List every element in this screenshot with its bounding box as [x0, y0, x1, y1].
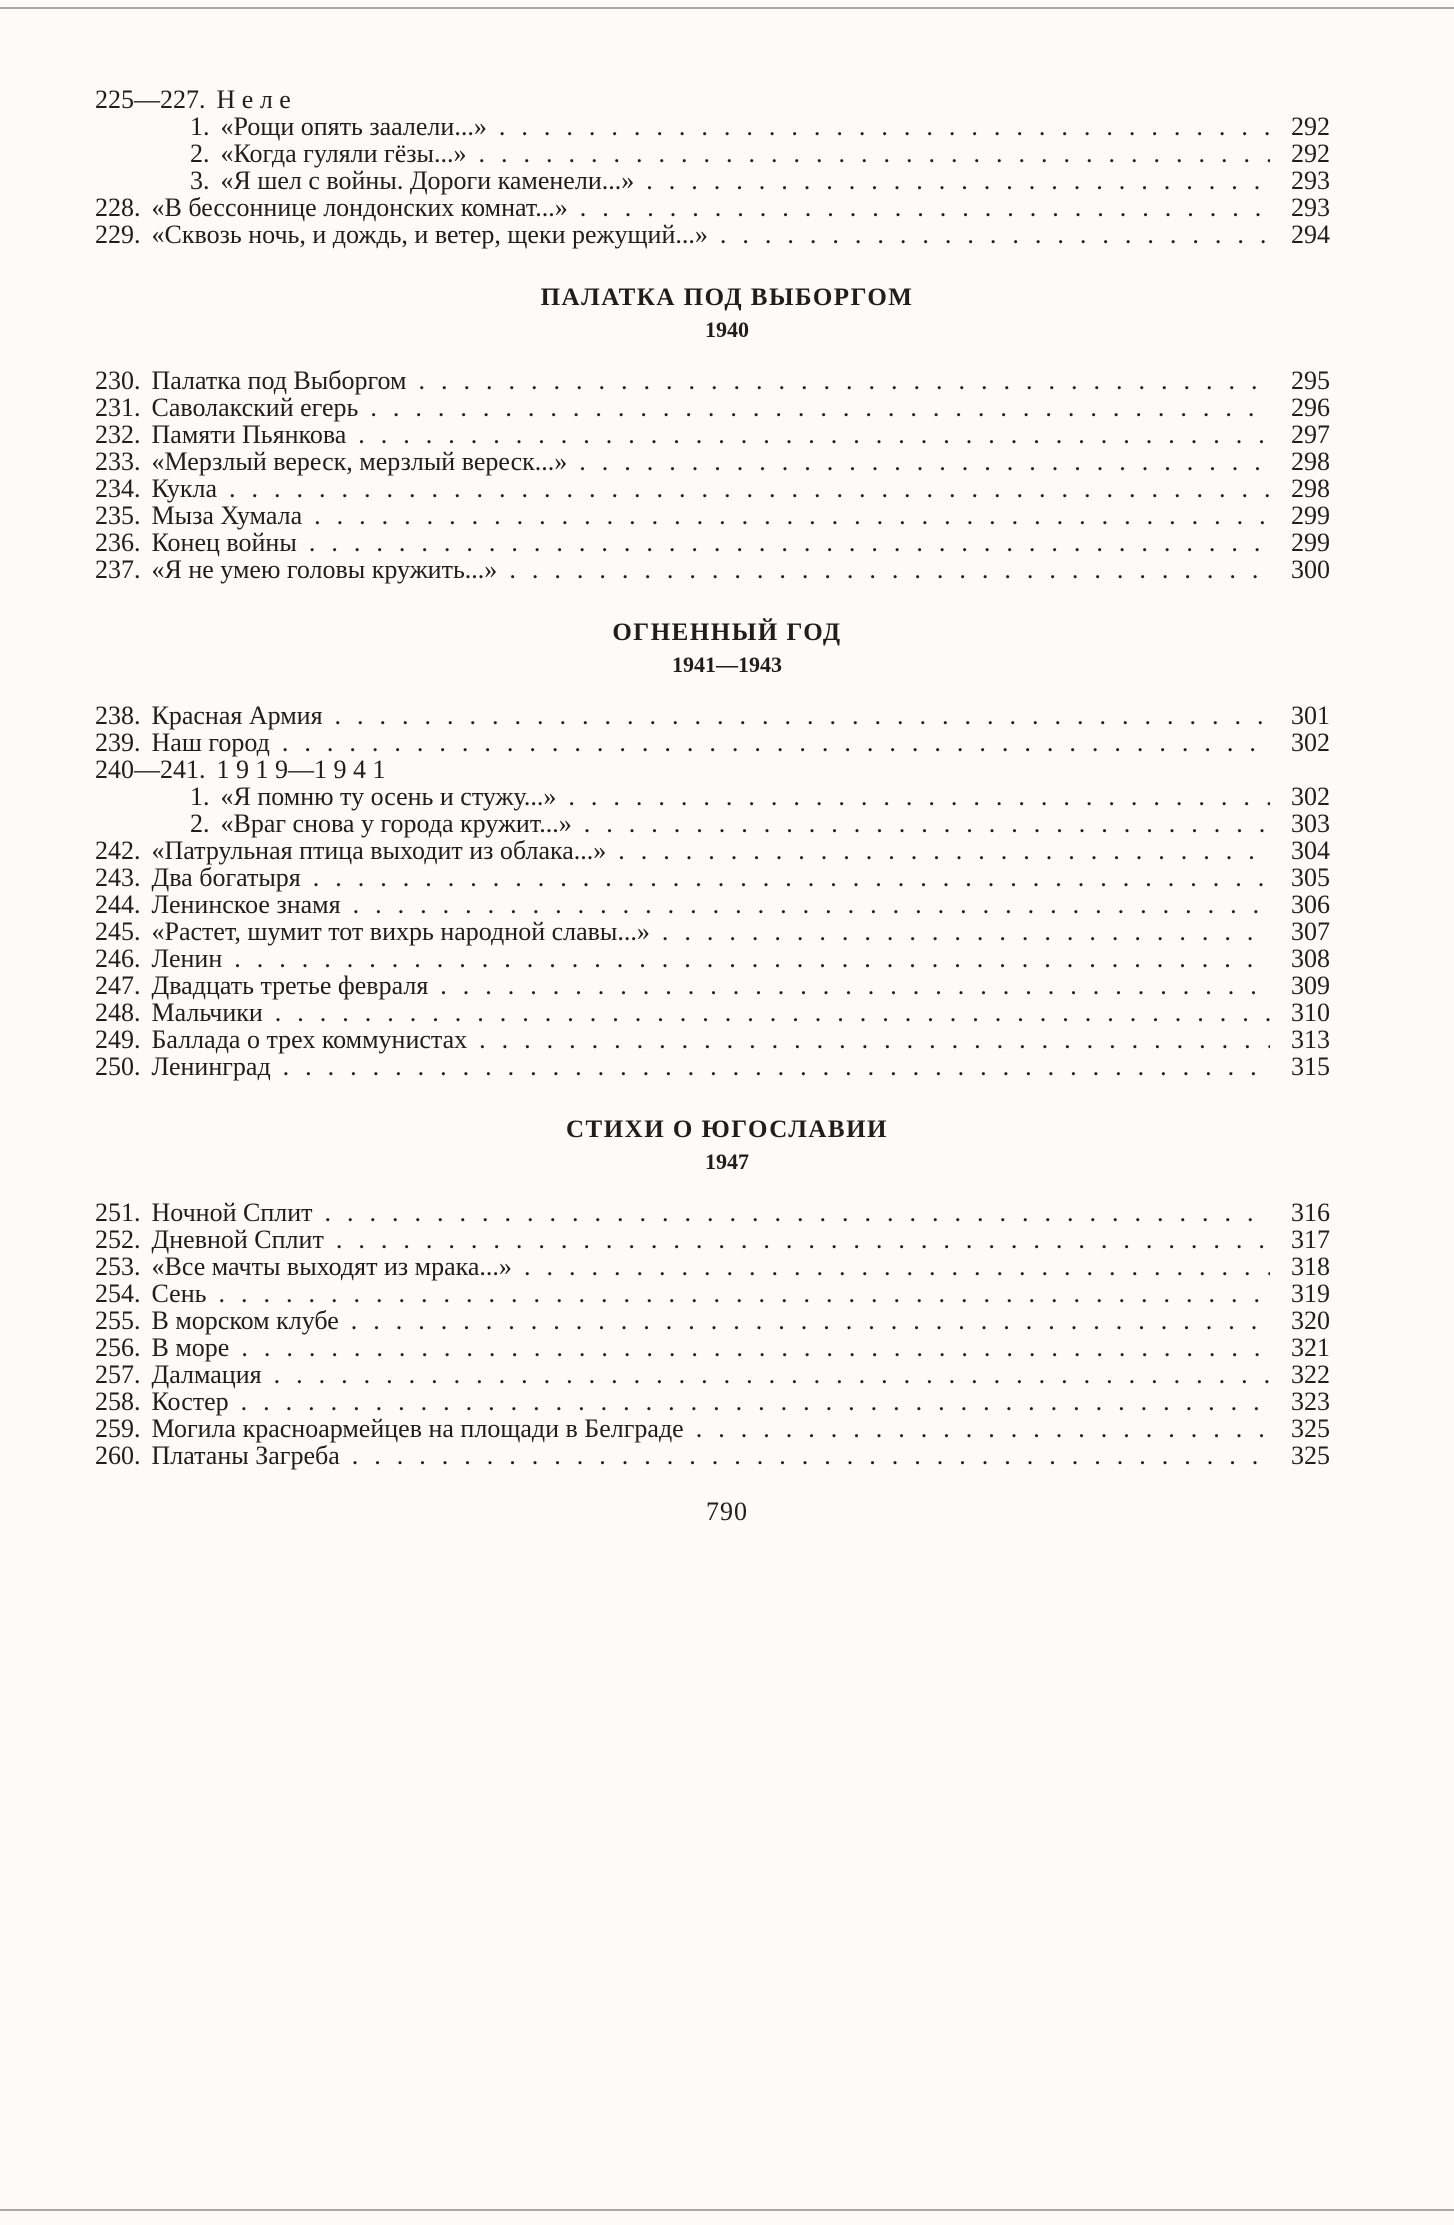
toc-entry — [95, 529, 1330, 556]
toc-entry — [95, 1334, 1330, 1361]
dot-leader — [580, 194, 1270, 221]
entry-page: 293 — [1291, 193, 1330, 222]
entry-number: 228. — [95, 193, 141, 222]
entry-number: 240—241. — [95, 755, 206, 784]
entry-number: 255. — [95, 1306, 141, 1335]
toc-entry — [95, 1307, 1330, 1334]
toc-entry — [95, 1280, 1330, 1307]
section-year: 1947 — [705, 1149, 749, 1174]
entry-title: «Растет, шумит тот вихрь народной славы...» — [151, 917, 650, 946]
entry-title: 1 9 1 9—1 9 4 1 — [216, 755, 386, 784]
dot-leader — [478, 140, 1270, 167]
toc-entry — [95, 1442, 1330, 1469]
dot-leader — [325, 1199, 1270, 1226]
entry-number: 258. — [95, 1387, 141, 1416]
entry-page: 316 — [1291, 1198, 1330, 1227]
entry-page: 317 — [1291, 1225, 1330, 1254]
entry-number: 1. — [190, 112, 210, 141]
entry-title: Мальчики — [151, 998, 263, 1027]
toc-entry — [95, 783, 1330, 810]
toc-entry — [95, 1415, 1330, 1442]
entry-number: 242. — [95, 836, 141, 865]
toc-entry — [95, 194, 1330, 221]
dot-leader — [568, 783, 1270, 810]
entry-title: Н е л е — [216, 85, 291, 114]
entry-page: 296 — [1291, 393, 1330, 422]
entry-title: В морском клубе — [151, 1306, 339, 1335]
entry-number: 249. — [95, 1025, 141, 1054]
toc-entry — [95, 702, 1330, 729]
entry-page: 292 — [1291, 139, 1330, 168]
entry-page: 315 — [1291, 1052, 1330, 1081]
entry-page: 319 — [1291, 1279, 1330, 1308]
entry-title: Красная Армия — [151, 701, 323, 730]
entry-title: «Я помню ту осень и стужу...» — [220, 782, 557, 811]
entry-title: Баллада о трех коммунистах — [151, 1025, 468, 1054]
entry-title: Кукла — [151, 474, 218, 503]
entry-title: «Сквозь ночь, и дождь, и ветер, щеки режущий...» — [151, 220, 708, 249]
toc-entry — [95, 1226, 1330, 1253]
entry-number: 225—227. — [95, 85, 206, 114]
entry-number: 243. — [95, 863, 141, 892]
section-heading: ПАЛАТКА ПОД ВЫБОРГОМ — [540, 284, 914, 311]
entry-page: 299 — [1291, 501, 1330, 530]
entry-title: «Враг снова у города кружит...» — [220, 809, 572, 838]
entry-number: 234. — [95, 474, 141, 503]
dot-leader — [524, 1253, 1270, 1280]
entry-number: 252. — [95, 1225, 141, 1254]
entry-title: Наш город — [151, 728, 270, 757]
entry-number: 254. — [95, 1279, 141, 1308]
toc-entry — [95, 837, 1330, 864]
toc-entry — [95, 918, 1330, 945]
entry-number: 247. — [95, 971, 141, 1000]
toc-section — [95, 86, 1330, 248]
entry-number: 230. — [95, 366, 141, 395]
dot-leader — [234, 945, 1270, 972]
entry-number: 257. — [95, 1360, 141, 1389]
entry-number: 248. — [95, 998, 141, 1027]
dot-leader — [335, 702, 1270, 729]
entry-number: 2. — [190, 809, 210, 838]
toc-section — [95, 282, 1330, 583]
dot-leader — [282, 729, 1270, 756]
dot-leader — [313, 864, 1270, 891]
entry-number: 236. — [95, 528, 141, 557]
entry-title: В море — [151, 1333, 230, 1362]
dot-leader — [218, 1280, 1270, 1307]
entry-title: Палатка под Выборгом — [151, 366, 407, 395]
entry-page: 306 — [1291, 890, 1330, 919]
entry-title: «Я не умею головы кружить...» — [151, 555, 498, 584]
toc-entry — [95, 1388, 1330, 1415]
toc-entry — [95, 140, 1330, 167]
toc-section — [95, 617, 1330, 1080]
toc-entry — [95, 167, 1330, 194]
toc-section — [95, 1114, 1330, 1469]
toc-entry — [95, 421, 1330, 448]
entry-title: «Все мачты выходят из мрака...» — [151, 1252, 512, 1281]
entry-page: 307 — [1291, 917, 1330, 946]
entry-page: 302 — [1291, 782, 1330, 811]
entry-page: 322 — [1291, 1360, 1330, 1389]
dot-leader — [720, 221, 1270, 248]
toc-entry — [95, 394, 1330, 421]
entry-page: 298 — [1291, 474, 1330, 503]
dot-leader — [283, 1053, 1270, 1080]
page-number: 790 — [706, 1497, 748, 1526]
entry-number: 239. — [95, 728, 141, 757]
dot-leader — [351, 1307, 1270, 1334]
entry-title: «Когда гуляли гёзы...» — [220, 139, 467, 168]
entry-page: 309 — [1291, 971, 1330, 1000]
entry-page: 310 — [1291, 998, 1330, 1027]
dot-leader — [479, 1026, 1270, 1053]
dot-leader — [579, 448, 1270, 475]
entry-number: 251. — [95, 1198, 141, 1227]
entry-title: «Рощи опять заалели...» — [220, 112, 487, 141]
section-heading: ОГНЕННЫЙ ГОД — [612, 619, 842, 646]
entry-number: 233. — [95, 447, 141, 476]
entry-page: 325 — [1291, 1414, 1330, 1443]
entry-number: 246. — [95, 944, 141, 973]
entry-number: 245. — [95, 917, 141, 946]
dot-leader — [440, 972, 1270, 999]
toc-entry — [95, 864, 1330, 891]
dot-leader — [662, 918, 1270, 945]
entry-page: 293 — [1291, 166, 1330, 195]
entry-title: Ночной Сплит — [151, 1198, 313, 1227]
entry-number: 3. — [190, 166, 210, 195]
toc-entry — [95, 113, 1330, 140]
entry-title: Дневной Сплит — [151, 1225, 324, 1254]
dot-leader — [618, 837, 1270, 864]
toc-entry — [95, 1053, 1330, 1080]
entry-page: 313 — [1291, 1025, 1330, 1054]
entry-number: 1. — [190, 782, 210, 811]
entry-page: 305 — [1291, 863, 1330, 892]
entry-title: Памяти Пьянкова — [151, 420, 347, 449]
toc-entry — [95, 756, 1330, 783]
toc-entry — [95, 729, 1330, 756]
entry-number: 235. — [95, 501, 141, 530]
entry-number: 229. — [95, 220, 141, 249]
dot-leader — [336, 1226, 1270, 1253]
toc-entry — [95, 221, 1330, 248]
toc-entry — [95, 502, 1330, 529]
entry-title: Двадцать третье февраля — [151, 971, 429, 1000]
dot-leader — [499, 113, 1270, 140]
entry-page: 318 — [1291, 1252, 1330, 1281]
entry-page: 301 — [1291, 701, 1330, 730]
entry-page: 304 — [1291, 836, 1330, 865]
entry-page: 308 — [1291, 944, 1330, 973]
entry-title: Мыза Хумала — [151, 501, 303, 530]
entry-page: 295 — [1291, 366, 1330, 395]
toc-entry — [95, 945, 1330, 972]
dot-leader — [696, 1415, 1270, 1442]
entry-number: 231. — [95, 393, 141, 422]
entry-title: Ленинское знамя — [151, 890, 341, 919]
entry-page: 299 — [1291, 528, 1330, 557]
toc-entry — [95, 891, 1330, 918]
entry-page: 298 — [1291, 447, 1330, 476]
entry-page: 302 — [1291, 728, 1330, 757]
entry-title: Платаны Загреба — [151, 1441, 340, 1470]
entry-title: «Патрульная птица выходит из облака...» — [151, 836, 607, 865]
toc-entry — [95, 448, 1330, 475]
dot-leader — [370, 394, 1270, 421]
dot-leader — [274, 1361, 1270, 1388]
dot-leader — [275, 999, 1270, 1026]
dot-leader — [353, 891, 1270, 918]
dot-leader — [584, 810, 1270, 837]
entry-number: 253. — [95, 1252, 141, 1281]
entry-title: «В бессоннице лондонских комнат...» — [151, 193, 568, 222]
dot-leader — [229, 475, 1270, 502]
entry-title: Сень — [151, 1279, 207, 1308]
entry-title: «Я шел с войны. Дороги каменели...» — [220, 166, 635, 195]
toc-entry — [95, 367, 1330, 394]
toc-entry — [95, 1253, 1330, 1280]
table-of-contents — [95, 86, 1330, 1469]
entry-number: 250. — [95, 1052, 141, 1081]
entry-number: 232. — [95, 420, 141, 449]
toc-entry — [95, 556, 1330, 583]
section-heading: СТИХИ О ЮГОСЛАВИИ — [566, 1116, 888, 1143]
toc-entry — [95, 1199, 1330, 1226]
entry-title: Ленин — [151, 944, 223, 973]
entry-page: 294 — [1291, 220, 1330, 249]
entry-number: 256. — [95, 1333, 141, 1362]
dot-leader — [241, 1388, 1270, 1415]
dot-leader — [352, 1442, 1270, 1469]
dot-leader — [241, 1334, 1270, 1361]
dot-leader — [646, 167, 1270, 194]
dot-leader — [358, 421, 1270, 448]
entry-title: Далмация — [151, 1360, 262, 1389]
entry-number: 2. — [190, 139, 210, 168]
dot-leader — [314, 502, 1270, 529]
dot-leader — [509, 556, 1270, 583]
toc-entry — [95, 475, 1330, 502]
entry-number: 259. — [95, 1414, 141, 1443]
entry-page: 323 — [1291, 1387, 1330, 1416]
toc-entry — [95, 1026, 1330, 1053]
entry-title: Костер — [151, 1387, 229, 1416]
toc-entry — [95, 1361, 1330, 1388]
entry-number: 238. — [95, 701, 141, 730]
entry-title: Могила красноармейцев на площади в Белграде — [151, 1414, 684, 1443]
dot-leader — [418, 367, 1270, 394]
dot-leader — [309, 529, 1270, 556]
scan-edge-bottom — [0, 2209, 1454, 2211]
entry-page: 292 — [1291, 112, 1330, 141]
entry-title: Два богатыря — [151, 863, 301, 892]
toc-entry — [95, 86, 1330, 113]
entry-number: 237. — [95, 555, 141, 584]
toc-entry — [95, 972, 1330, 999]
entry-page: 320 — [1291, 1306, 1330, 1335]
entry-number: 260. — [95, 1441, 141, 1470]
entry-title: Саволакский егерь — [151, 393, 359, 422]
toc-entry — [95, 810, 1330, 837]
entry-page: 300 — [1291, 555, 1330, 584]
section-year: 1941—1943 — [672, 652, 782, 677]
scan-edge-top — [0, 7, 1454, 9]
entry-page: 321 — [1291, 1333, 1330, 1362]
section-year: 1940 — [705, 317, 749, 342]
entry-page: 303 — [1291, 809, 1330, 838]
entry-title: Конец войны — [151, 528, 297, 557]
entry-title: Ленинград — [151, 1052, 271, 1081]
entry-number: 244. — [95, 890, 141, 919]
toc-entry — [95, 999, 1330, 1026]
entry-title: «Мерзлый вереск, мерзлый вереск...» — [151, 447, 568, 476]
entry-page: 325 — [1291, 1441, 1330, 1470]
entry-page: 297 — [1291, 420, 1330, 449]
